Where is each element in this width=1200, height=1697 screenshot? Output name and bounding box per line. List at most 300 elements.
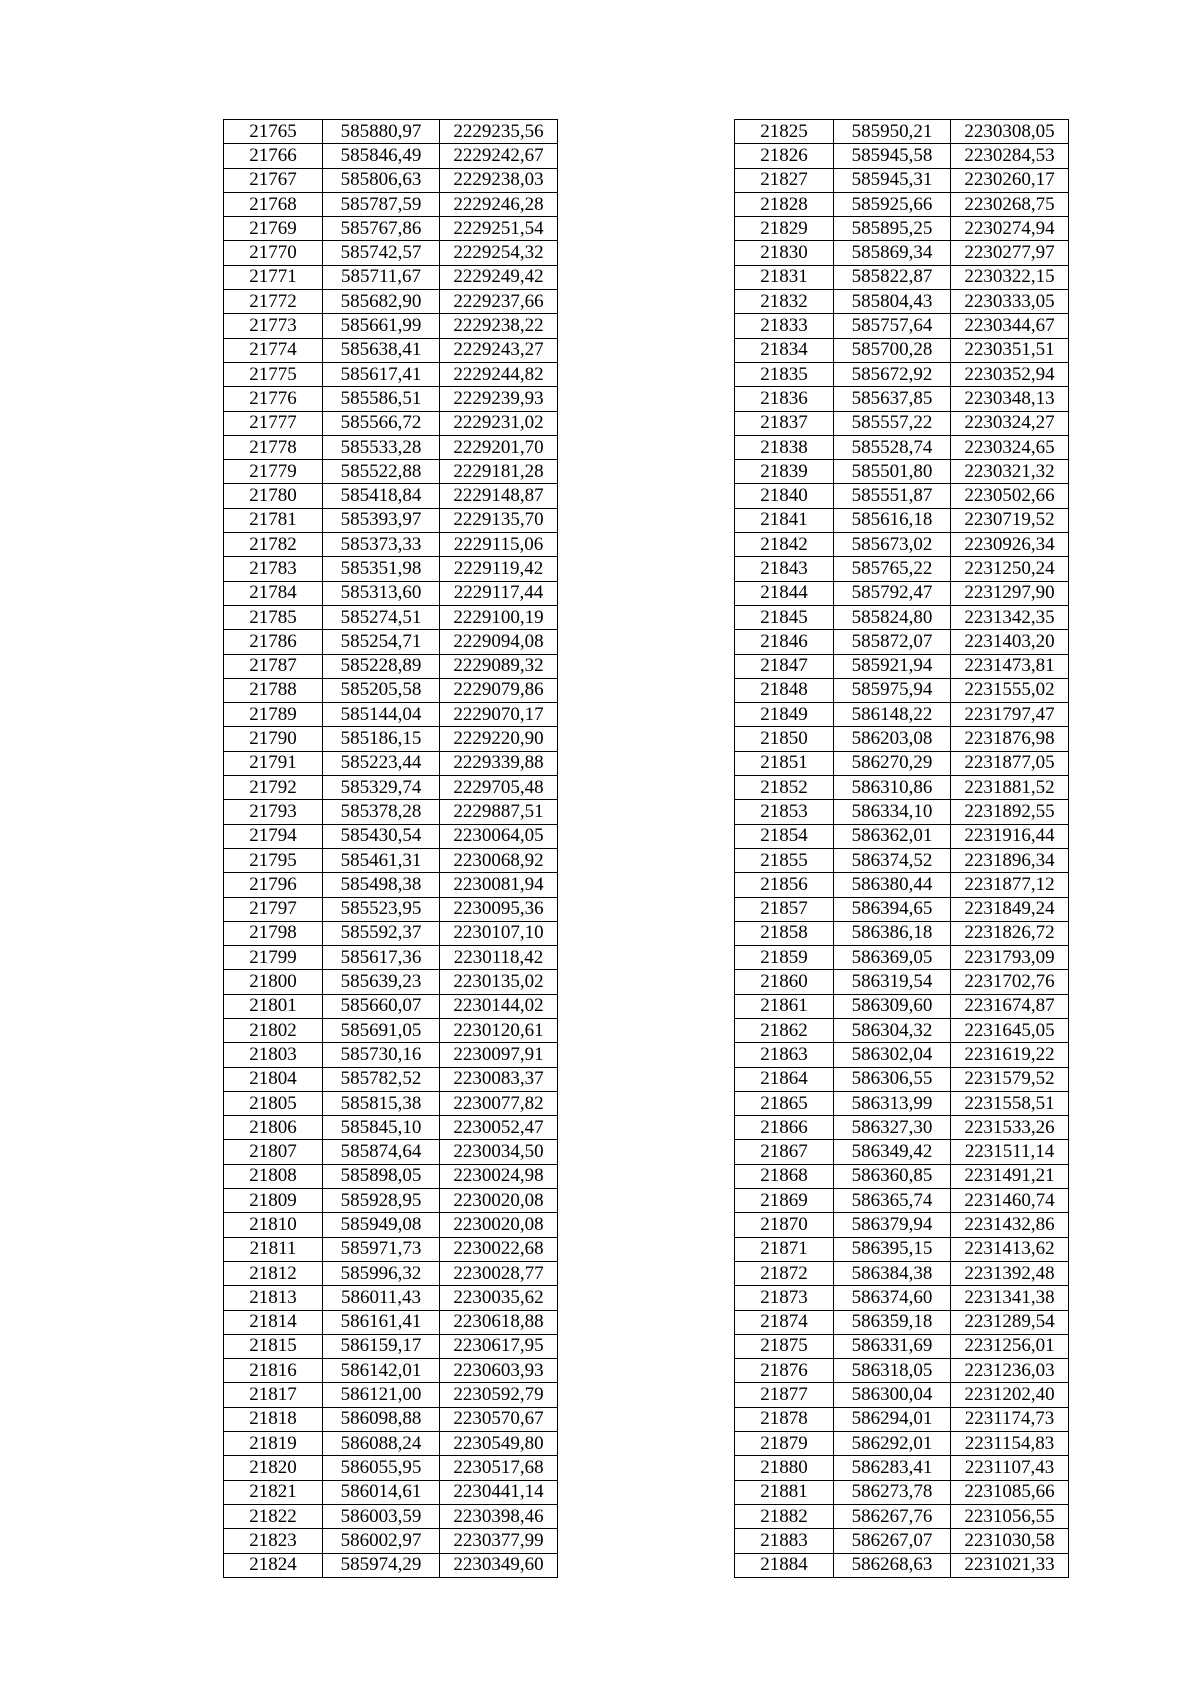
table-row: [735, 1140, 1069, 1164]
point-number-cell: 21794: [224, 824, 323, 848]
point-number-cell: 21773: [224, 314, 323, 338]
y-coordinate-cell: 2230020,08: [440, 1189, 558, 1213]
x-coordinate-cell: 586349,42: [834, 1140, 951, 1164]
point-number-cell: 21821: [224, 1480, 323, 1504]
y-coordinate-cell: 2231916,44: [951, 824, 1069, 848]
point-number-cell: 21857: [735, 897, 834, 921]
y-coordinate-cell: 2229238,03: [440, 168, 558, 192]
x-coordinate-cell: 586386,18: [834, 921, 951, 945]
x-coordinate-cell: 585522,88: [323, 460, 440, 484]
point-number-cell: 21769: [224, 217, 323, 241]
point-number-cell: 21881: [735, 1480, 834, 1504]
x-coordinate-cell: 586362,01: [834, 824, 951, 848]
x-coordinate-cell: 585765,22: [834, 557, 951, 581]
y-coordinate-cell: 2229148,87: [440, 484, 558, 508]
table-row: [735, 897, 1069, 921]
table-row: [224, 1164, 558, 1188]
table-row: [224, 1334, 558, 1358]
table-row: [224, 970, 558, 994]
table-row: [735, 1310, 1069, 1334]
x-coordinate-cell: 585351,98: [323, 557, 440, 581]
point-number-cell: 21843: [735, 557, 834, 581]
point-number-cell: 21883: [735, 1529, 834, 1553]
y-coordinate-cell: 2229089,32: [440, 654, 558, 678]
x-coordinate-cell: 586379,94: [834, 1213, 951, 1237]
y-coordinate-cell: 2229243,27: [440, 338, 558, 362]
x-coordinate-cell: 585945,31: [834, 168, 951, 192]
y-coordinate-cell: 2231250,24: [951, 557, 1069, 581]
table-row: [224, 654, 558, 678]
table-row: [735, 1116, 1069, 1140]
point-number-cell: 21868: [735, 1164, 834, 1188]
x-coordinate-cell: 585673,02: [834, 533, 951, 557]
table-row: [224, 1116, 558, 1140]
point-number-cell: 21874: [735, 1310, 834, 1334]
y-coordinate-cell: 2231392,48: [951, 1261, 1069, 1285]
x-coordinate-cell: 586294,01: [834, 1407, 951, 1431]
point-number-cell: 21803: [224, 1043, 323, 1067]
x-coordinate-cell: 585461,31: [323, 848, 440, 872]
point-number-cell: 21877: [735, 1383, 834, 1407]
table-row: [224, 921, 558, 945]
coordinates-table-left: [223, 119, 558, 1578]
x-coordinate-cell: 586142,01: [323, 1359, 440, 1383]
table-row: [224, 1310, 558, 1334]
y-coordinate-cell: 2230441,14: [440, 1480, 558, 1504]
table-row: [224, 168, 558, 192]
point-number-cell: 21785: [224, 605, 323, 629]
y-coordinate-cell: 2231619,22: [951, 1043, 1069, 1067]
point-number-cell: 21774: [224, 338, 323, 362]
table-row: [224, 508, 558, 532]
point-number-cell: 21815: [224, 1334, 323, 1358]
x-coordinate-cell: 585974,29: [323, 1553, 440, 1577]
x-coordinate-cell: 585228,89: [323, 654, 440, 678]
x-coordinate-cell: 586306,55: [834, 1067, 951, 1091]
table-row: [735, 1261, 1069, 1285]
point-number-cell: 21789: [224, 703, 323, 727]
table-row: [224, 265, 558, 289]
y-coordinate-cell: 2229135,70: [440, 508, 558, 532]
table-row: [735, 630, 1069, 654]
y-coordinate-cell: 2230351,51: [951, 338, 1069, 362]
x-coordinate-cell: 585898,05: [323, 1164, 440, 1188]
x-coordinate-cell: 585557,22: [834, 411, 951, 435]
y-coordinate-cell: 2231056,55: [951, 1504, 1069, 1528]
x-coordinate-cell: 585711,67: [323, 265, 440, 289]
table-row: [735, 168, 1069, 192]
x-coordinate-cell: 585186,15: [323, 727, 440, 751]
point-number-cell: 21792: [224, 776, 323, 800]
x-coordinate-cell: 586267,76: [834, 1504, 951, 1528]
y-coordinate-cell: 2229237,66: [440, 290, 558, 314]
table-row: [735, 1043, 1069, 1067]
x-coordinate-cell: 585742,57: [323, 241, 440, 265]
y-coordinate-cell: 2231030,58: [951, 1529, 1069, 1553]
point-number-cell: 21850: [735, 727, 834, 751]
table-row: [735, 144, 1069, 168]
table-row: [735, 387, 1069, 411]
x-coordinate-cell: 585945,58: [834, 144, 951, 168]
x-coordinate-cell: 586283,41: [834, 1456, 951, 1480]
table-row: [224, 1140, 558, 1164]
x-coordinate-cell: 585928,95: [323, 1189, 440, 1213]
point-number-cell: 21824: [224, 1553, 323, 1577]
point-number-cell: 21771: [224, 265, 323, 289]
x-coordinate-cell: 585846,49: [323, 144, 440, 168]
table-row: [735, 654, 1069, 678]
x-coordinate-cell: 585895,25: [834, 217, 951, 241]
point-number-cell: 21836: [735, 387, 834, 411]
point-number-cell: 21837: [735, 411, 834, 435]
x-coordinate-cell: 585639,23: [323, 970, 440, 994]
x-coordinate-cell: 585551,87: [834, 484, 951, 508]
y-coordinate-cell: 2229070,17: [440, 703, 558, 727]
x-coordinate-cell: 585528,74: [834, 435, 951, 459]
table-row: [224, 678, 558, 702]
y-coordinate-cell: 2230284,53: [951, 144, 1069, 168]
point-number-cell: 21784: [224, 581, 323, 605]
point-number-cell: 21797: [224, 897, 323, 921]
x-coordinate-cell: 585660,07: [323, 994, 440, 1018]
point-number-cell: 21860: [735, 970, 834, 994]
point-number-cell: 21775: [224, 362, 323, 386]
y-coordinate-cell: 2230107,10: [440, 921, 558, 945]
table-row: [735, 1553, 1069, 1577]
table-row: [224, 460, 558, 484]
table-row: [735, 1189, 1069, 1213]
y-coordinate-cell: 2231533,26: [951, 1116, 1069, 1140]
x-coordinate-cell: 585767,86: [323, 217, 440, 241]
table-row: [224, 338, 558, 362]
table-row: [224, 1480, 558, 1504]
x-coordinate-cell: 585925,66: [834, 192, 951, 216]
y-coordinate-cell: 2229235,56: [440, 120, 558, 144]
x-coordinate-cell: 586161,41: [323, 1310, 440, 1334]
y-coordinate-cell: 2230120,61: [440, 1018, 558, 1042]
x-coordinate-cell: 585691,05: [323, 1018, 440, 1042]
y-coordinate-cell: 2231341,38: [951, 1286, 1069, 1310]
table-row: [735, 290, 1069, 314]
table-row: [735, 508, 1069, 532]
point-number-cell: 21777: [224, 411, 323, 435]
point-number-cell: 21872: [735, 1261, 834, 1285]
point-number-cell: 21780: [224, 484, 323, 508]
x-coordinate-cell: 586380,44: [834, 873, 951, 897]
y-coordinate-cell: 2230077,82: [440, 1091, 558, 1115]
point-number-cell: 21796: [224, 873, 323, 897]
y-coordinate-cell: 2229100,19: [440, 605, 558, 629]
y-coordinate-cell: 2230035,62: [440, 1286, 558, 1310]
table-row: [735, 265, 1069, 289]
y-coordinate-cell: 2230617,95: [440, 1334, 558, 1358]
x-coordinate-cell: 586360,85: [834, 1164, 951, 1188]
y-coordinate-cell: 2230268,75: [951, 192, 1069, 216]
table-row: [224, 192, 558, 216]
point-number-cell: 21852: [735, 776, 834, 800]
x-coordinate-cell: 586327,30: [834, 1116, 951, 1140]
x-coordinate-cell: 586003,59: [323, 1504, 440, 1528]
table-row: [735, 460, 1069, 484]
point-number-cell: 21807: [224, 1140, 323, 1164]
x-coordinate-cell: 585501,80: [834, 460, 951, 484]
x-coordinate-cell: 586014,61: [323, 1480, 440, 1504]
table-row: [735, 848, 1069, 872]
point-number-cell: 21822: [224, 1504, 323, 1528]
table-row: [735, 314, 1069, 338]
table-row: [224, 873, 558, 897]
x-coordinate-cell: 585792,47: [834, 581, 951, 605]
y-coordinate-cell: 2231432,86: [951, 1213, 1069, 1237]
table-row: [224, 800, 558, 824]
table-row: [224, 290, 558, 314]
table-row: [735, 1213, 1069, 1237]
point-number-cell: 21846: [735, 630, 834, 654]
y-coordinate-cell: 2231021,33: [951, 1553, 1069, 1577]
point-number-cell: 21809: [224, 1189, 323, 1213]
point-number-cell: 21841: [735, 508, 834, 532]
y-coordinate-cell: 2231645,05: [951, 1018, 1069, 1042]
point-number-cell: 21783: [224, 557, 323, 581]
x-coordinate-cell: 586055,95: [323, 1456, 440, 1480]
table-row: [224, 703, 558, 727]
point-number-cell: 21802: [224, 1018, 323, 1042]
point-number-cell: 21817: [224, 1383, 323, 1407]
x-coordinate-cell: 585757,64: [834, 314, 951, 338]
x-coordinate-cell: 586310,86: [834, 776, 951, 800]
table-row: [735, 1383, 1069, 1407]
point-number-cell: 21808: [224, 1164, 323, 1188]
table-row: [224, 1018, 558, 1042]
table-row: [735, 241, 1069, 265]
y-coordinate-cell: 2231793,09: [951, 946, 1069, 970]
point-number-cell: 21804: [224, 1067, 323, 1091]
table-row: [224, 217, 558, 241]
table-row: [735, 338, 1069, 362]
table-row: [735, 1237, 1069, 1261]
x-coordinate-cell: 585869,34: [834, 241, 951, 265]
table-row: [224, 1504, 558, 1528]
point-number-cell: 21823: [224, 1529, 323, 1553]
x-coordinate-cell: 585661,99: [323, 314, 440, 338]
y-coordinate-cell: 2229238,22: [440, 314, 558, 338]
y-coordinate-cell: 2231555,02: [951, 678, 1069, 702]
y-coordinate-cell: 2230603,93: [440, 1359, 558, 1383]
point-number-cell: 21779: [224, 460, 323, 484]
y-coordinate-cell: 2230352,94: [951, 362, 1069, 386]
point-number-cell: 21832: [735, 290, 834, 314]
y-coordinate-cell: 2231085,66: [951, 1480, 1069, 1504]
point-number-cell: 21851: [735, 751, 834, 775]
point-number-cell: 21878: [735, 1407, 834, 1431]
table-row: [735, 120, 1069, 144]
x-coordinate-cell: 585638,41: [323, 338, 440, 362]
x-coordinate-cell: 585274,51: [323, 605, 440, 629]
x-coordinate-cell: 585430,54: [323, 824, 440, 848]
x-coordinate-cell: 586313,99: [834, 1091, 951, 1115]
point-number-cell: 21800: [224, 970, 323, 994]
x-coordinate-cell: 586273,78: [834, 1480, 951, 1504]
point-number-cell: 21849: [735, 703, 834, 727]
y-coordinate-cell: 2230020,08: [440, 1213, 558, 1237]
y-coordinate-cell: 2230719,52: [951, 508, 1069, 532]
y-coordinate-cell: 2231174,73: [951, 1407, 1069, 1431]
table-row: [224, 848, 558, 872]
point-number-cell: 21819: [224, 1432, 323, 1456]
point-number-cell: 21827: [735, 168, 834, 192]
y-coordinate-cell: 2230144,02: [440, 994, 558, 1018]
x-coordinate-cell: 585975,94: [834, 678, 951, 702]
point-number-cell: 21856: [735, 873, 834, 897]
x-coordinate-cell: 585921,94: [834, 654, 951, 678]
table-row: [735, 678, 1069, 702]
x-coordinate-cell: 586304,32: [834, 1018, 951, 1042]
table-row: [224, 581, 558, 605]
y-coordinate-cell: 2231473,81: [951, 654, 1069, 678]
y-coordinate-cell: 2229115,06: [440, 533, 558, 557]
point-number-cell: 21768: [224, 192, 323, 216]
x-coordinate-cell: 586011,43: [323, 1286, 440, 1310]
x-coordinate-cell: 585533,28: [323, 435, 440, 459]
table-row: [224, 946, 558, 970]
table-row: [735, 484, 1069, 508]
y-coordinate-cell: 2230024,98: [440, 1164, 558, 1188]
x-coordinate-cell: 585804,43: [834, 290, 951, 314]
table-row: [224, 557, 558, 581]
point-number-cell: 21871: [735, 1237, 834, 1261]
y-coordinate-cell: 2231342,35: [951, 605, 1069, 629]
x-coordinate-cell: 585880,97: [323, 120, 440, 144]
table-row: [735, 1480, 1069, 1504]
y-coordinate-cell: 2230333,05: [951, 290, 1069, 314]
point-number-cell: 21831: [735, 265, 834, 289]
table-row: [224, 776, 558, 800]
table-row: [224, 1043, 558, 1067]
table-row: [735, 411, 1069, 435]
point-number-cell: 21825: [735, 120, 834, 144]
point-number-cell: 21854: [735, 824, 834, 848]
point-number-cell: 21765: [224, 120, 323, 144]
y-coordinate-cell: 2231849,24: [951, 897, 1069, 921]
x-coordinate-cell: 586359,18: [834, 1310, 951, 1334]
table-row: [735, 800, 1069, 824]
point-number-cell: 21828: [735, 192, 834, 216]
table-row: [735, 1456, 1069, 1480]
y-coordinate-cell: 2229231,02: [440, 411, 558, 435]
point-number-cell: 21845: [735, 605, 834, 629]
x-coordinate-cell: 585592,37: [323, 921, 440, 945]
point-number-cell: 21820: [224, 1456, 323, 1480]
x-coordinate-cell: 585498,38: [323, 873, 440, 897]
y-coordinate-cell: 2229220,90: [440, 727, 558, 751]
point-number-cell: 21866: [735, 1116, 834, 1140]
y-coordinate-cell: 2229239,93: [440, 387, 558, 411]
y-coordinate-cell: 2230592,79: [440, 1383, 558, 1407]
point-number-cell: 21813: [224, 1286, 323, 1310]
x-coordinate-cell: 586292,01: [834, 1432, 951, 1456]
x-coordinate-cell: 586394,65: [834, 897, 951, 921]
table-row: [735, 1164, 1069, 1188]
point-number-cell: 21847: [735, 654, 834, 678]
y-coordinate-cell: 2230502,66: [951, 484, 1069, 508]
table-row: [735, 970, 1069, 994]
y-coordinate-cell: 2229244,82: [440, 362, 558, 386]
point-number-cell: 21853: [735, 800, 834, 824]
y-coordinate-cell: 2230260,17: [951, 168, 1069, 192]
table-row: [224, 362, 558, 386]
y-coordinate-cell: 2230398,46: [440, 1504, 558, 1528]
y-coordinate-cell: 2230022,68: [440, 1237, 558, 1261]
point-number-cell: 21834: [735, 338, 834, 362]
y-coordinate-cell: 2231579,52: [951, 1067, 1069, 1091]
point-number-cell: 21786: [224, 630, 323, 654]
table-row: [224, 314, 558, 338]
table-row: [735, 1504, 1069, 1528]
y-coordinate-cell: 2230064,05: [440, 824, 558, 848]
table-row: [224, 1432, 558, 1456]
point-number-cell: 21766: [224, 144, 323, 168]
x-coordinate-cell: 585824,80: [834, 605, 951, 629]
point-number-cell: 21870: [735, 1213, 834, 1237]
point-number-cell: 21810: [224, 1213, 323, 1237]
point-number-cell: 21884: [735, 1553, 834, 1577]
x-coordinate-cell: 585949,08: [323, 1213, 440, 1237]
y-coordinate-cell: 2230324,65: [951, 435, 1069, 459]
y-coordinate-cell: 2231511,14: [951, 1140, 1069, 1164]
point-number-cell: 21833: [735, 314, 834, 338]
point-number-cell: 21793: [224, 800, 323, 824]
x-coordinate-cell: 585845,10: [323, 1116, 440, 1140]
x-coordinate-cell: 585637,85: [834, 387, 951, 411]
table-row: [735, 533, 1069, 557]
x-coordinate-cell: 585872,07: [834, 630, 951, 654]
point-number-cell: 21876: [735, 1359, 834, 1383]
table-row: [224, 897, 558, 921]
x-coordinate-cell: 586267,07: [834, 1529, 951, 1553]
point-number-cell: 21772: [224, 290, 323, 314]
x-coordinate-cell: 585254,71: [323, 630, 440, 654]
x-coordinate-cell: 585874,64: [323, 1140, 440, 1164]
point-number-cell: 21788: [224, 678, 323, 702]
x-coordinate-cell: 585787,59: [323, 192, 440, 216]
x-coordinate-cell: 586369,05: [834, 946, 951, 970]
x-coordinate-cell: 585144,04: [323, 703, 440, 727]
table-row: [735, 192, 1069, 216]
x-coordinate-cell: 585418,84: [323, 484, 440, 508]
table-row: [735, 994, 1069, 1018]
point-number-cell: 21869: [735, 1189, 834, 1213]
table-row: [735, 1091, 1069, 1115]
x-coordinate-cell: 586088,24: [323, 1432, 440, 1456]
table-row: [224, 144, 558, 168]
table-row: [224, 1237, 558, 1261]
table-row: [224, 120, 558, 144]
y-coordinate-cell: 2230034,50: [440, 1140, 558, 1164]
x-coordinate-cell: 586159,17: [323, 1334, 440, 1358]
x-coordinate-cell: 585806,63: [323, 168, 440, 192]
x-coordinate-cell: 586203,08: [834, 727, 951, 751]
y-coordinate-cell: 2230618,88: [440, 1310, 558, 1334]
table-row: [224, 727, 558, 751]
point-number-cell: 21855: [735, 848, 834, 872]
table-row: [224, 1383, 558, 1407]
x-coordinate-cell: 585313,60: [323, 581, 440, 605]
x-coordinate-cell: 586148,22: [834, 703, 951, 727]
y-coordinate-cell: 2230083,37: [440, 1067, 558, 1091]
coordinates-table-left-body: [224, 120, 558, 1578]
y-coordinate-cell: 2231236,03: [951, 1359, 1069, 1383]
table-row: [735, 1286, 1069, 1310]
